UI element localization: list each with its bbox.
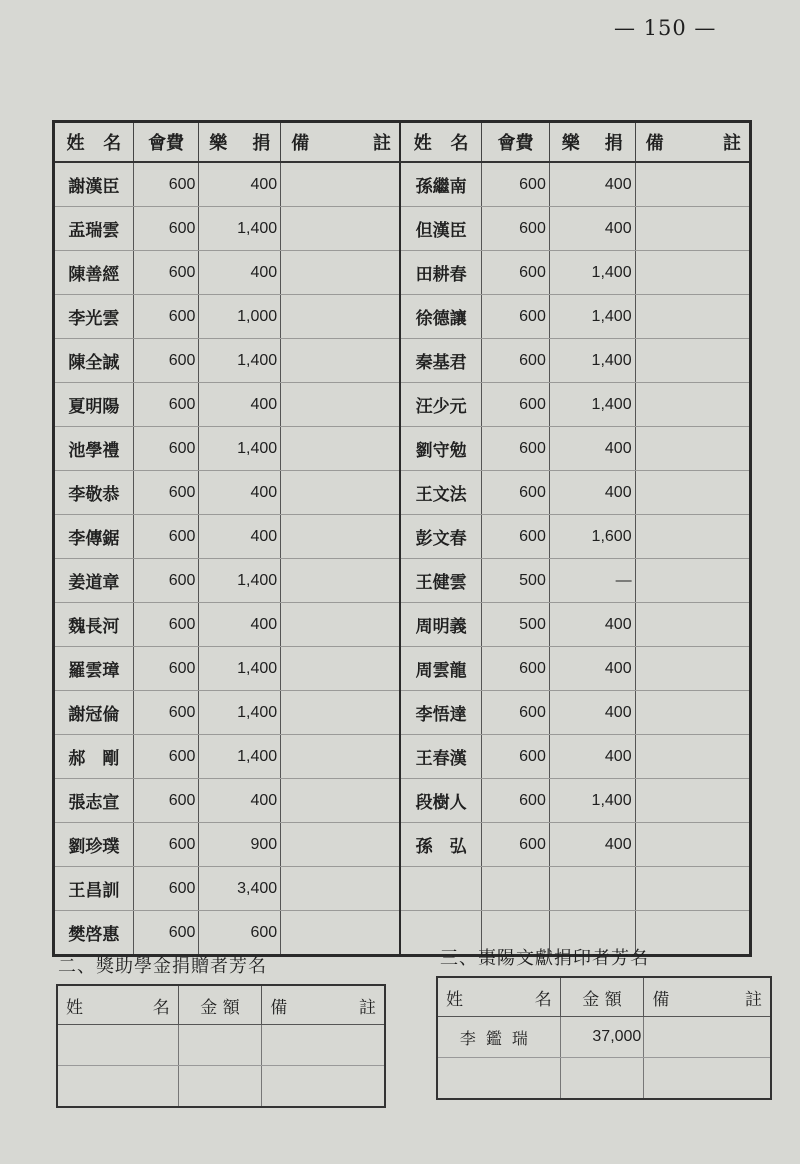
member-donation: 900: [199, 823, 281, 867]
member-fee: 600: [133, 559, 199, 603]
section2-title: 二、獎助學金捐贈者芳名: [58, 956, 267, 977]
header-name-right: 姓 名: [400, 122, 482, 163]
member-name: 魏長河: [54, 603, 134, 647]
table-row: [54, 559, 751, 603]
member-remark: [635, 779, 750, 823]
member-remark: [281, 823, 400, 867]
member-fee: 600: [482, 823, 550, 867]
member-name: 李敬恭: [54, 471, 134, 515]
member-fee: 600: [482, 515, 550, 559]
member-remark: [635, 207, 750, 251]
member-fee: 600: [133, 471, 199, 515]
member-remark: [281, 603, 400, 647]
member-donation: —: [549, 559, 635, 603]
member-name: 王文法: [400, 471, 482, 515]
member-donation: 400: [549, 691, 635, 735]
member-name: 李光雲: [54, 295, 134, 339]
member-donation: 400: [199, 383, 281, 427]
member-donation: 400: [549, 427, 635, 471]
member-fee: 600: [482, 207, 550, 251]
member-name: 徐德讓: [400, 295, 482, 339]
donor-name: 李鑑瑞: [437, 1017, 560, 1058]
member-name: 謝漢臣: [54, 162, 134, 207]
member-remark: [281, 162, 400, 207]
table-row: [54, 647, 751, 691]
member-remark: [281, 207, 400, 251]
member-name: 陳全誠: [54, 339, 134, 383]
member-name: 田耕春: [400, 251, 482, 295]
member-donation: 1,400: [199, 691, 281, 735]
member-fee: 600: [133, 867, 199, 911]
member-remark: [281, 427, 400, 471]
member-name: 周明義: [400, 603, 482, 647]
table-row: [54, 383, 751, 427]
member-donation: 400: [549, 647, 635, 691]
member-donation: 400: [199, 162, 281, 207]
member-name: 周雲龍: [400, 647, 482, 691]
table-row: [54, 603, 751, 647]
member-fee: 600: [482, 647, 550, 691]
member-remark: [281, 735, 400, 779]
table-row: [57, 1066, 385, 1108]
member-fee: 600: [133, 735, 199, 779]
table-row: [54, 515, 751, 559]
header-remark: 備 註: [281, 122, 400, 163]
member-name: 張志宣: [54, 779, 134, 823]
member-fee: [482, 867, 550, 911]
donor-amount: 37,000: [560, 1017, 644, 1058]
member-remark: [635, 515, 750, 559]
member-name: 劉守勉: [400, 427, 482, 471]
table-row: [54, 823, 751, 867]
member-name: 池學禮: [54, 427, 134, 471]
member-name: 孫 弘: [400, 823, 482, 867]
donor-amount: [560, 1058, 644, 1100]
member-donation: 1,400: [199, 559, 281, 603]
member-name: 王春漢: [400, 735, 482, 779]
publication-donor-table: [436, 976, 772, 1100]
header-name: 姓 名: [54, 122, 134, 163]
table-row: [54, 207, 751, 251]
member-donation: 400: [549, 471, 635, 515]
member-remark: [635, 867, 750, 911]
header-donation: 樂 捐: [199, 122, 281, 163]
member-fee: 600: [133, 339, 199, 383]
member-donation: 1,400: [199, 207, 281, 251]
table-row: [54, 867, 751, 911]
member-donation: 1,600: [549, 515, 635, 559]
member-fee: 600: [133, 162, 199, 207]
member-fee: 500: [482, 559, 550, 603]
member-donation: 1,400: [549, 251, 635, 295]
member-donation: 1,400: [549, 779, 635, 823]
table-row: [54, 162, 751, 207]
member-donation: 1,400: [549, 295, 635, 339]
member-fee: 600: [133, 207, 199, 251]
member-donation: 400: [549, 603, 635, 647]
member-remark: [281, 647, 400, 691]
member-remark: [635, 471, 750, 515]
table-row: [54, 779, 751, 823]
header-name: 姓 名: [437, 977, 560, 1017]
member-fee: 600: [133, 911, 199, 956]
member-donation: 1,400: [199, 339, 281, 383]
member-name: 李悟達: [400, 691, 482, 735]
member-name: 夏明陽: [54, 383, 134, 427]
member-fee: 600: [482, 427, 550, 471]
member-name: 但漢臣: [400, 207, 482, 251]
table-row: [54, 251, 751, 295]
donor-name: [437, 1058, 560, 1100]
member-donation: 600: [199, 911, 281, 956]
member-fee: 600: [482, 295, 550, 339]
header-fee-right: 會費: [482, 122, 550, 163]
donor-remark: [262, 1066, 385, 1108]
table-row: [54, 295, 751, 339]
member-fee-table: [52, 120, 752, 957]
member-donation: 1,400: [549, 383, 635, 427]
member-remark: [281, 691, 400, 735]
member-remark: [281, 779, 400, 823]
member-remark: [635, 162, 750, 207]
member-fee: 500: [482, 603, 550, 647]
member-name: 秦基君: [400, 339, 482, 383]
member-name: 盂瑞雲: [54, 207, 134, 251]
header-remark: 備 註: [262, 985, 385, 1025]
header-name: 姓 名: [57, 985, 178, 1025]
table-row: [54, 339, 751, 383]
member-name: 姜道章: [54, 559, 134, 603]
member-donation: 400: [199, 471, 281, 515]
member-remark: [281, 339, 400, 383]
donor-remark: [644, 1017, 771, 1058]
member-fee: 600: [133, 251, 199, 295]
member-name: 王昌訓: [54, 867, 134, 911]
member-donation: 400: [549, 735, 635, 779]
member-remark: [635, 647, 750, 691]
member-remark: [281, 383, 400, 427]
member-donation: 400: [199, 779, 281, 823]
member-name: 陳善經: [54, 251, 134, 295]
member-donation: 400: [549, 207, 635, 251]
table-row: [54, 735, 751, 779]
member-name: [400, 867, 482, 911]
member-remark: [635, 559, 750, 603]
member-name: 樊啓惠: [68, 925, 120, 945]
member-fee: 600: [482, 779, 550, 823]
member-name: 謝冠倫: [54, 691, 134, 735]
table-header-row: [54, 122, 751, 163]
member-fee: 600: [482, 251, 550, 295]
member-fee: 600: [482, 383, 550, 427]
member-name: 劉珍璞: [54, 823, 134, 867]
member-remark: [635, 251, 750, 295]
member-fee: 600: [133, 647, 199, 691]
member-remark: [281, 911, 400, 956]
member-remark: [281, 251, 400, 295]
member-remark: [281, 559, 400, 603]
donor-remark: [262, 1025, 385, 1066]
member-fee: 600: [133, 603, 199, 647]
member-donation: 1,400: [199, 647, 281, 691]
donor-name: [57, 1066, 178, 1108]
header-fee: 會費: [133, 122, 199, 163]
donor-amount: [178, 1025, 262, 1066]
member-fee: 600: [133, 779, 199, 823]
member-name: 段樹人: [400, 779, 482, 823]
member-remark: [635, 383, 750, 427]
member-fee: 600: [133, 383, 199, 427]
section3-title: 三、棗陽文獻捐印者芳名: [440, 948, 649, 969]
member-remark: [281, 295, 400, 339]
member-fee: 600: [482, 735, 550, 779]
donor-remark: [644, 1058, 771, 1100]
table-row: [54, 427, 751, 471]
member-name: 汪少元: [400, 383, 482, 427]
member-remark: [635, 603, 750, 647]
member-fee: 600: [133, 691, 199, 735]
member-fee: 600: [133, 295, 199, 339]
table-header-row: [437, 977, 771, 1017]
member-name: 彭文春: [400, 515, 482, 559]
member-remark: [281, 471, 400, 515]
member-donation: 1,000: [199, 295, 281, 339]
member-remark: [635, 427, 750, 471]
header-remark: 備 註: [644, 977, 771, 1017]
header-amount: 金 額: [560, 977, 644, 1017]
member-donation: 400: [199, 515, 281, 559]
member-name: 孫繼南: [400, 162, 482, 207]
table-row: [57, 1025, 385, 1066]
member-name: 李傳鋸: [54, 515, 134, 559]
header-remark-right: 備 註: [635, 122, 750, 163]
table-header-row: [57, 985, 385, 1025]
member-fee: 600: [482, 162, 550, 207]
member-name: 王健雲: [400, 559, 482, 603]
scholarship-donor-table: [56, 984, 386, 1108]
member-remark: [281, 867, 400, 911]
member-donation: [549, 867, 635, 911]
member-donation: 1,400: [199, 735, 281, 779]
member-remark: [635, 735, 750, 779]
page-number: — 150 —: [614, 16, 717, 40]
member-donation: 400: [199, 603, 281, 647]
member-name: 郝 剛: [54, 735, 134, 779]
member-donation: 400: [549, 162, 635, 207]
member-remark: [635, 339, 750, 383]
header-amount: 金 額: [178, 985, 262, 1025]
member-fee: 600: [482, 691, 550, 735]
header-donation-right: 樂 捐: [549, 122, 635, 163]
member-donation: 1,400: [199, 427, 281, 471]
member-remark: [635, 823, 750, 867]
member-fee: 600: [482, 339, 550, 383]
member-remark: [635, 691, 750, 735]
donor-name: [57, 1025, 178, 1066]
member-fee: 600: [482, 471, 550, 515]
table-row: [437, 1058, 771, 1100]
member-fee: 600: [133, 823, 199, 867]
member-remark: [281, 515, 400, 559]
member-fee: 600: [133, 515, 199, 559]
member-donation: 1,400: [549, 339, 635, 383]
member-fee: 600: [133, 427, 199, 471]
table-row: [54, 471, 751, 515]
member-donation: 3,400: [199, 867, 281, 911]
donor-amount: [178, 1066, 262, 1108]
member-donation: 400: [199, 251, 281, 295]
table-row: [54, 691, 751, 735]
member-remark: [635, 295, 750, 339]
member-remark: [635, 911, 750, 956]
member-name: 羅雲璋: [54, 647, 134, 691]
member-donation: 400: [549, 823, 635, 867]
table-row: [437, 1017, 771, 1058]
